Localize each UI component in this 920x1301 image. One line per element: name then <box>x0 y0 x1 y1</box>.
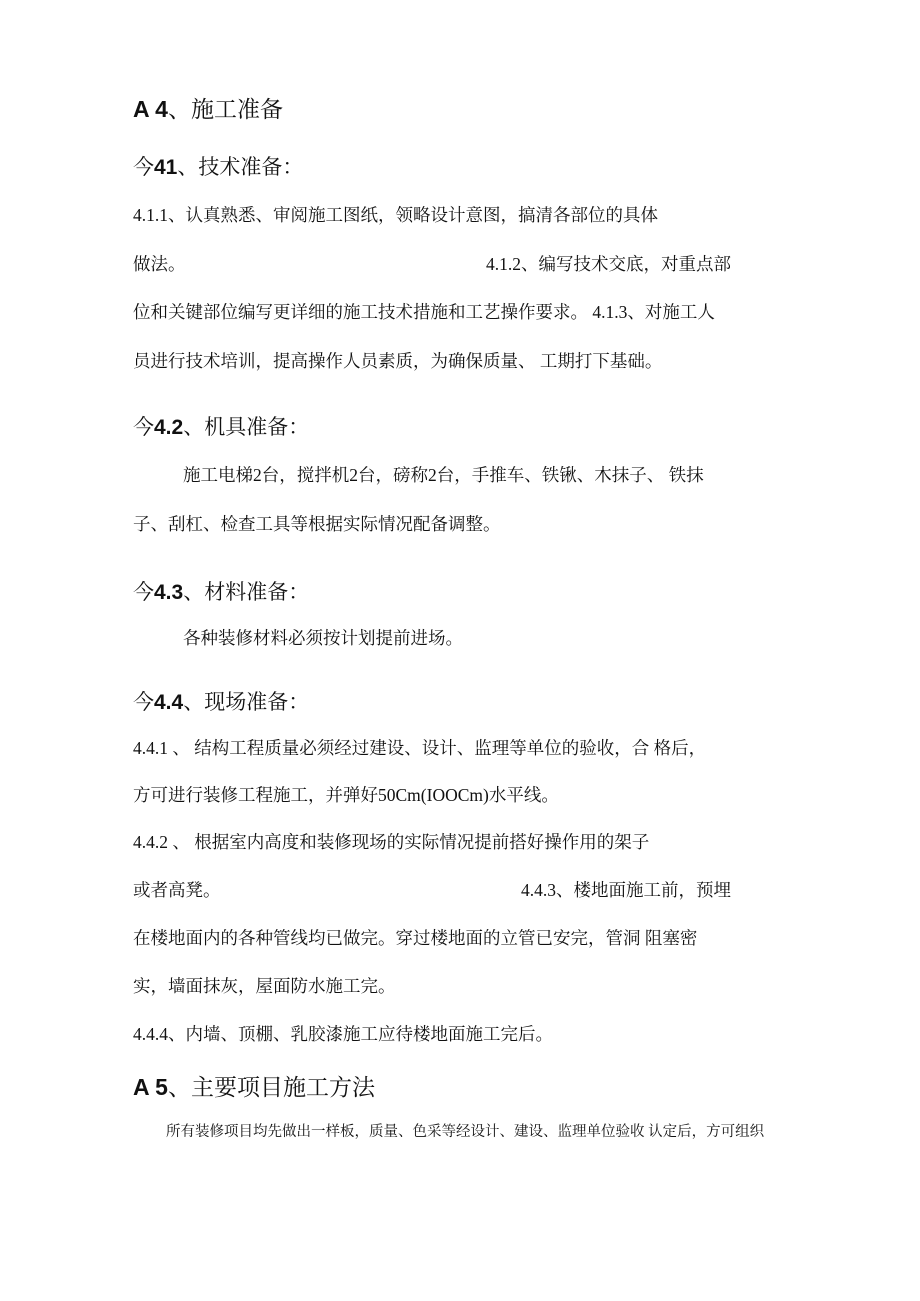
subsection-4-3-prefix: 今 <box>133 581 154 604</box>
paragraph-4-3-line-1: 各种装修材料必须按计划提前进场。 <box>183 628 463 648</box>
subsection-4-4-number: 4.4 <box>154 691 184 714</box>
paragraph-5-line-1: 所有装修项目均先做出一样板，质量、色采等经设计、建设、监理单位验收 认定后，方可组织 <box>166 1124 765 1140</box>
section-4-heading <box>133 91 283 124</box>
subsection-4-3-title: 、材料准备： <box>183 581 310 604</box>
subsection-4-1-title: 、技术准备： <box>177 156 304 179</box>
subsection-4-2-number: 4.2 <box>154 416 184 439</box>
paragraph-4-4-line-3: 4.4.2 、 根据室内高度和装修现场的实际情况提前搭好操作用的架子 <box>133 832 650 852</box>
subsection-4-1-number: 41 <box>154 156 178 179</box>
subsection-4-4-title: 、现场准备： <box>183 691 310 714</box>
section-4-prefix: A 4 <box>133 96 168 122</box>
section-5-prefix: A 5 <box>133 1074 168 1100</box>
paragraph-4-4-line-6: 实，墙面抹灰，屋面防水施工完。 <box>133 976 396 996</box>
section-4-title: 、施工准备 <box>167 96 283 122</box>
paragraph-4-4-line-4b: 4.4.3、楼地面施工前，预埋 <box>521 880 731 900</box>
subsection-4-2-heading <box>133 411 309 441</box>
paragraph-4-1-line-2a: 做法。 <box>133 254 186 274</box>
paragraph-4-2-line-2: 子、刮杠、检查工具等根据实际情况配备调整。 <box>133 514 501 534</box>
paragraph-4-1-line-2b: 4.1.2、编写技术交底，对重点部 <box>486 254 731 274</box>
paragraph-4-1-line-3: 位和关键部位编写更详细的施工技术措施和工艺操作要求。 4.1.3、对施工人 <box>133 302 715 322</box>
paragraph-4-4-line-5: 在楼地面内的各种管线均已做完。穿过楼地面的立管已安完，管洞 阻塞密 <box>133 928 698 948</box>
paragraph-4-4-line-1: 4.4.1 、 结构工程质量必须经过建设、设计、监理等单位的验收，合 格后， <box>133 738 707 758</box>
paragraph-4-4-line-7: 4.4.4、内墙、顶棚、乳胶漆施工应待楼地面施工完后。 <box>133 1024 553 1044</box>
subsection-4-2-prefix: 今 <box>133 416 154 439</box>
paragraph-4-2-line-1: 施工电梯2台，搅拌机2台，磅称2台，手推车、铁锹、木抹子、 铁抹 <box>183 465 704 485</box>
paragraph-4-4-line-4a: 或者高凳。 <box>133 880 221 900</box>
subsection-4-1-prefix: 今 <box>133 156 154 179</box>
subsection-4-3-heading <box>133 576 309 606</box>
section-5-heading <box>133 1069 375 1102</box>
paragraph-4-1-line-4: 员进行技术培训，提高操作人员素质，为确保质量、 工期打下基础。 <box>133 351 663 371</box>
paragraph-4-1-line-1: 4.1.1、认真熟悉、审阅施工图纸，领略设计意图，搞清各部位的具体 <box>133 205 658 225</box>
section-5-title: 、主要项目施工方法 <box>167 1074 375 1100</box>
subsection-4-4-prefix: 今 <box>133 691 154 714</box>
subsection-4-3-number: 4.3 <box>154 581 184 604</box>
subsection-4-2-title: 、机具准备： <box>183 416 310 439</box>
paragraph-4-4-line-2: 方可进行装修工程施工，并弹好50Cm(IOOCm)水平线。 <box>133 785 559 805</box>
subsection-4-4-heading <box>133 686 309 716</box>
subsection-4-1-heading <box>133 151 303 181</box>
